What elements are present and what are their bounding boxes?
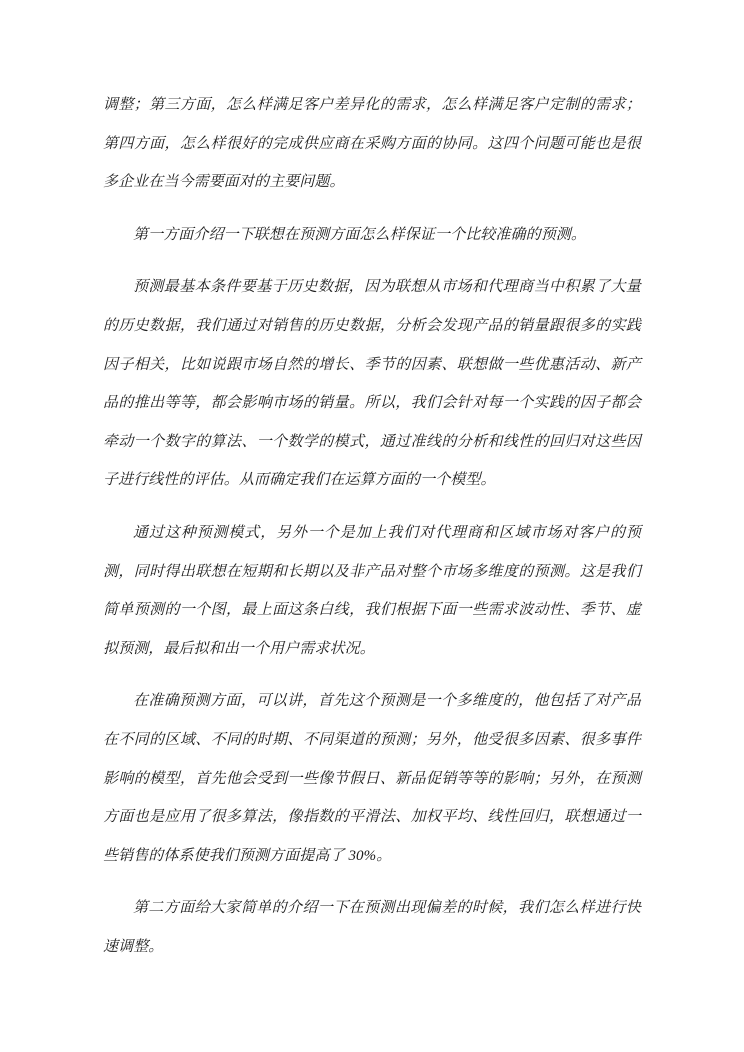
- paragraph: 预测最基本条件要基于历史数据，因为联想从市场和代理商当中积累了大量的历史数据，我们通过对销售的历史数据，分析会发现产品的销量跟很多的实践因子相关，比如说跟市场自然的增长、季节的因素、联想做一些优惠活动、新产品的推出等等，都会影响市场的销量。所以，我们会针对每一个实践的因子都会牵动一个数字的算法、一个数学的模式，通过准线的分析和线性的回归对这些因子进行线性的评估。从而确定我们在运算方面的一个模型。: [103, 279, 641, 489]
- paragraph: 第一方面介绍一下联想在预测方面怎么样保证一个比较准确的预测。: [133, 226, 587, 243]
- paragraph: 在准确预测方面，可以讲，首先这个预测是一个多维度的，他包括了对产品在不同的区域、不同的时期、不同渠道的预测；另外，他受很多因素、很多事件影响的模型，首先他会受到一些像节假日、新品促销等等的影响；另外，在预测方面也是应用了很多算法，像指数的平滑法、加权平均、线性回归，联想通过一些销售的体系使我们预测方面提高了 30%。: [103, 693, 641, 864]
- paragraph: 第二方面给大家简单的介绍一下在预测出现偏差的时候，我们怎么样进行快速调整。: [103, 900, 641, 955]
- paragraph: 通过这种预测模式，另外一个是加上我们对代理商和区域市场对客户的预测，同时得出联想在短期和长期以及非产品对整个市场多维度的预测。这是我们简单预测的一个图，最上面这条白线，我们根据下面一些需求波动性、季节、虚拟预测，最后拟和出一个用户需求状况。: [103, 524, 641, 657]
- document-text-block: [103, 86, 641, 966]
- paragraph: 调整；第三方面，怎么样满足客户差异化的需求，怎么样满足客户定制的需求；第四方面，怎么样很好的完成供应商在采购方面的协同。这四个问题可能也是很多企业在当今需要面对的主要问题。: [103, 97, 641, 191]
